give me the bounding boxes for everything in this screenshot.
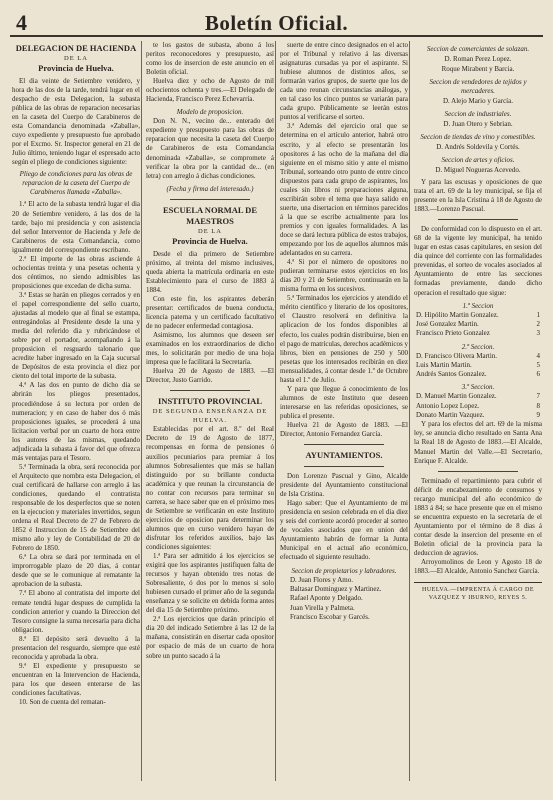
paragraph: 8.ª El depósito será devuelto á la presentacion del resguardo, siempre que esté reconocida y aprobada la obra. — [12, 634, 140, 661]
paragraph: Hago saber: Que el Ayuntamiento de mi presidencia en sesion celebrada en el dia diez y seis del corriente acordó proceder al sorteo de vocales asociados que en union del Ayuntamiento habrán de formar la Junta Municipal en el actual año económico, efectuado el siguiente resultado. — [280, 499, 408, 562]
table-cell: D. Francisco Olivera Martin. — [416, 351, 498, 360]
section-label: 1.ª Seccion — [462, 301, 494, 310]
table-cell: 8 — [536, 401, 540, 410]
paragraph: 5.ª Terminada la obra, será reconocida por el Arquitecto que nombra esta Delegacion, el cual certificará de hallarse con arreglo á las condiciones, quedando el contratista responsable de los desperfectos que se noten en la ejecucion y materiales invertidos, segun ordena el Real Decreto de 27 de Febrero de 1852 é Instruccion de 15 de Setiembre del mismo año y ley de Contabilidad de 20 de Febrero de 1850. — [12, 462, 140, 553]
table-row — [414, 411, 542, 420]
table-row — [414, 361, 542, 370]
column-divider — [409, 41, 410, 781]
name-entry: D. Miguel Nogueras Acevedo. — [435, 166, 521, 174]
paragraph: 9.ª El expediente y presupuesto se encuentran en la Intervencion de Hacienda, para los que deseen enterarse de las condiciones facultativas. — [12, 661, 140, 697]
paragraph: Don Lorenzo Pascual y Gino, Alcalde presidente del Ayuntamiento constitucional de Isla Cristina. — [280, 472, 408, 499]
paragraph: 1.ª El acto de la subasta tendrá lugar el dia 20 de Setiembre venidero, á las dos de la tarde, bajo mi presidencia y con asistencia del señor Interventor de Hacienda y Jefe de Carabineros de esta Comandancia, como igualmente del correspondiente escribano. — [12, 200, 140, 254]
header-rule — [10, 35, 543, 37]
section-province: Provincia de Huelva. — [38, 63, 114, 73]
table-cell: Donato Martin Vazquez. — [416, 411, 485, 420]
paragraph: suerte de entre cinco designados en el acto por el Tribunal y relativo á las diversas asignaturas cursadas ya por el aspirante. Si hubiese alumnos de distintos años, se formarán varios grupos, de suerte que los de cada uno reunan circunstancias análogas, y en tal caso los cinco puntos se variarán para cada grupo. Públicamente se leerán estos puntos al verificarse el sorteo. — [280, 41, 408, 122]
section-subheading: DE LA — [64, 55, 88, 62]
section-province: Provincia de Huelva. — [172, 235, 248, 246]
table-row — [414, 329, 542, 338]
section-heading: INSTITUTO PROVINCIAL — [158, 396, 262, 407]
column-divider — [275, 41, 276, 781]
italic-text: Pliego de condiciones para las obras de reparacion de la caseta del Cuerpo de Carabineros llamada «Zaballa». — [19, 170, 133, 197]
table-row — [414, 370, 542, 379]
signature-note: (Fecha y firma del interesado.) — [166, 184, 254, 193]
paragraph: Huelva 21 de Agosto de 1883. —El Director, Antonio Fernandez García. — [280, 420, 408, 439]
paragraph: 5.ª Terminados los ejercicios y atendido el mérito científico y literario de los opositores, el Claustro resolverá en definitiva la aplicacion de los fondos disponibles al efecto, los cuales podrán distribuirse, bien en el pago de matrículas, derechos académicos y libros, bien en pensiones de 250 y 500 pesetas que los interesados recibirán en diez mensualidades, á contar desde 1.º de Octubre hasta el 1.º de Julio. — [280, 294, 408, 384]
paragraph: Arroyomolinos de Leon y Agosto 18 de 1883.—El Alcalde, Antonio Sanchez García. — [414, 558, 542, 576]
paragraph: Huelva 20 de Agosto de 1883. —El Director, Justo Garrido. — [146, 367, 274, 385]
name-entry: Francisco Escobar y Garcés. — [290, 613, 370, 622]
divider — [170, 199, 250, 200]
paragraph: Terminado el repartimiento para cubrir el déficit de encabezamiento de consumos y recargo municipal del año económico de 1883 á 84; se hace presente que en el mismo se encuentra expuesto en la secretaría de el Ayuntamiento por el término de 8 dias á contar desde la insercion del presente en el Boletin oficial de la provincia para la deduccion de agravios. — [414, 476, 542, 557]
paragraph: 1.ª Para ser admitido á los ejercicios se exigirá que los aspirantes justifiquen falta de recursos y hayan obtenido tres notas de Sobresaliente, ó dos por lo menos si solo hubiesen cursado el primer año de la segunda enseñanza y se solicite en debida forma antes del dia 15 de Setiembre próximo. — [146, 552, 274, 615]
table-row — [414, 352, 542, 361]
paragraph: Don N. N., vecino de... enterado del expediente y presupuesto para las obras de reparacion que necesita la caseta del Cuerpo de Carabineros de esta Comandancia denominada «Zaballa», se compromete á verificar la obra por la cantidad de... (en letra) con arreglo á dichas condiciones. — [146, 117, 274, 180]
paragraph: 2.ª Los ejercicios que darán principio el dia 20 del indicado Setiembre á las 12 de la mañana, consistirán en disertar cada opositor por espacio de más de un cuarto de hora sobre un punto sacado á la — [146, 615, 274, 660]
section-label: Seccion de comerciantes de solazan. — [426, 45, 530, 53]
table-cell: 6 — [536, 370, 540, 379]
section-subheading: DE LA — [198, 227, 222, 235]
paragraph: Desde el dia primero de Setiembre próximo, al treinta del mismo inclusives, queda abierta la matrícula ordinaria en este Establecimiento para el curso de 1883 á 1884. — [146, 249, 274, 294]
table-cell: Luis Martin Martin. — [416, 360, 472, 369]
name-entry: D. Juan Otero y Sebrian. — [443, 120, 513, 128]
paragraph: Huelva diez y ocho de Agosto de mil ochocientos ochenta y tres.—El Delegado de Hacienda, Francisco Perez Echevarría. — [146, 77, 274, 104]
table-cell: 5 — [536, 360, 540, 369]
section-label: 2.ª Seccion. — [461, 342, 495, 351]
section-label: Seccion de vendedores de tejidos y mercaderes. — [429, 78, 527, 95]
column-2 — [146, 41, 274, 785]
section-heading: AYUNTAMIENTOS. — [305, 450, 383, 461]
paragraph: Asimismo, los alumnos que deseen ser examinados en los extraordinarios de dicho mes, lo solicitarán por medio de una hoja impresa que le facilitará la Secretaría. — [146, 331, 274, 367]
name-entry: D. Juan Flores y Amo. — [290, 575, 353, 584]
divider — [304, 466, 384, 467]
name-entry: D. Andrés Soldevila y Cortés. — [436, 143, 520, 151]
section-label: Seccion de industriales. — [444, 110, 512, 118]
table-cell: D. Manuel Martin Gonzalez. — [416, 392, 497, 401]
divider — [170, 390, 250, 391]
paragraph: 3.ª Además del ejercicio oral que se determina en el artículo anterior, habrá otro escrito, y al efecto se presentarán los opositores á las ocho de la mañana del día siguiente en el mismo sitio y ante el mismo Tribunal, sorteando otro punto de entre cinco dispuestos para cada grupo de aspirantes, los cuales sin libros ni preparaciones alguna, escribirán sobre el tema que haya salido en suerte, una disertacion en términos parecidos á la que se escribe actualmente para los premios y con iguales formalidades. A las doce se dará lectura pública de estos trabajos, empezando por los de aquellos alumnos más adelantados en su carrera. — [280, 122, 408, 258]
table-cell: Andrés Santos Gonzalez. — [416, 370, 487, 379]
paragraph: te los gastos de subasta, abono á los peritos reconocedores y presupuesto, así como los de insercion de este anuncio en el Boletin oficial. — [146, 41, 274, 77]
paragraph: Y para que llegue á conocimiento de los alumnos de este Instituto que deseen interesarse en las referidas oposiciones, se publica el presente. — [280, 384, 408, 420]
divider — [438, 219, 518, 220]
paragraph: Establecidas por el art. 8.º del Real Decreto de 19 de Agosto de 1877, recompensas en forma de pensiones ó auxilios pecuniarios para premiar á los alumnos Sobresalientes que más se hallan distinguido por su brillante conducta académica y que reunan la circunstancia de no contar con recursos para terminar su carrera, se hace saber que en el próximo mes de Setiembre se verificarán en este Instituto ejercicios de oposicion para determinar los alumnos que en curso venidero hayan de disfrutar los referidos auxilios, bajo las condiciones siguientes: — [146, 425, 274, 551]
results-table — [414, 352, 542, 380]
printer-footer: HUELVA.—IMPRENTA Á CARGO DE VAZQUEZ Y IBURNO, REYES 5. — [414, 582, 542, 602]
section-label: 3.ª Seccion. — [461, 383, 495, 392]
name-entry: Rafael Aponte y Delgado. — [290, 594, 363, 603]
table-cell: 2 — [536, 319, 540, 328]
table-cell: 7 — [536, 392, 540, 401]
name-entry: D. Roman Perez Lopez. — [444, 55, 512, 63]
table-cell: Antonio Lopez Lopez. — [416, 401, 480, 410]
table-cell: José Gonzalez Martin. — [416, 319, 479, 328]
paragraph: De conformidad con lo dispuesto en el art. 68 de la vigente ley municipal, ha tenido lugar en estas casas capitulares, en sesion del dia quince del corriente con las formalidades prevenidas, el sorteo de vocales asociados al Ayuntamiento de entre las secciones formadas previamente, dando dicho operacion el resultado que sigue: — [414, 225, 542, 297]
name-entry: Roque Mirabent y Barcia. — [441, 65, 515, 73]
paragraph: Y para las escusas y oposiciones de que trata el art. 69 de la ley municipal, se fija el presente en la Isla Cristina á 18 de Agosto de 1883.—Lorenzo Pascual. — [414, 178, 542, 214]
paragraph: 4.ª A las dos en punto de dicho dia se abrirán los pliegos presentados, procediéndose á su lectura por orden de numeracion; y en caso de haber dos ó más proposiciones iguales, se procederá á una licitacion verbal por un cuarto de hora entre los autores de las mismas, quedando adjudicada la subasta á favor del que ofrezca más ventajas para el Tesoro. — [12, 381, 140, 462]
results-table — [414, 311, 542, 339]
table-row — [414, 402, 542, 411]
table-cell: Francisco Prieto Gonzalez — [416, 329, 490, 338]
page-header — [10, 6, 543, 34]
name-entry: Baltasar Dominguez y Martinez. — [290, 584, 382, 593]
page-title: Boletín Oficial. — [204, 11, 349, 35]
table-row — [414, 311, 542, 320]
section-heading: DELEGACION DE HACIENDA — [15, 43, 137, 53]
page-number: 4 — [16, 10, 27, 35]
table-row — [414, 320, 542, 329]
divider — [304, 444, 384, 445]
model-heading: Modelo de proposicion. — [176, 108, 244, 117]
paragraph: 3.ª Estas se harán en pliegos cerrados y en el papel correspondiente del sello cuarto, ajustadas al modelo que al final se estampa, entregándolas al Presidente desde la una y media del referido dia y rubricándose el sobre por el portador, acompañando á la proposicion el resguardo talonario que acredite haber ingresado en la Caja sucursal de Depósitos de esta provincia el diez por ciento del total importe de la subasta. — [12, 290, 140, 381]
section-label: Seccion de artes y oficios. — [441, 156, 515, 164]
column-divider — [141, 41, 142, 781]
section-label: Seccion de propietarios y labradores. — [291, 566, 397, 575]
name-entry: D. Alejo Mario y García. — [443, 97, 513, 105]
paragraph: 4.ª Si por el número de opositores no pudieran terminarse estos ejercicios en los dias 20 y 21 de Setiembre, continuarán en la misma forma en los sucesivos. — [280, 258, 408, 294]
table-cell: 1 — [536, 310, 540, 319]
italic-heading — [12, 170, 140, 197]
paragraph: 6.ª La obra se dará por terminada en el improrrogable plazo de 20 dias, á contar desde que se le comunique al rematante la aprobacion de la subasta. — [12, 553, 140, 589]
column-1 — [12, 41, 140, 785]
section-label: Seccion de tiendas de vino y comestibles. — [420, 133, 536, 141]
paragraph: 10. Son de cuenta del rematan- — [19, 698, 106, 707]
table-cell: 3 — [536, 329, 540, 338]
paragraph: Con este fin, los aspirantes deberán presentar: certificados de buena conducta, licencia paterna y un certificado facultativo de no padecer enfermedad contagiosa. — [146, 294, 274, 331]
table-row — [414, 392, 542, 401]
paragraph: El dia veinte de Setiembre venidero, y hora de las dos de la tarde, tendrá lugar en el despacho de esta Delegacion, la subasta pública de las obras de reparacion necesarias en la caseta del Cuerpo de Carabineros de esta Comandancia denominada «Zaballa», cuyo expediente y presupuesto fue aprobado por el Excmo. Sr. Inspector general en 21 de Julio último, teniendo lugar el espresado acto según el pliego de condiciones siguiente: — [12, 77, 140, 167]
paragraph: 2.ª El importe de las obras asciende á ochocientas treinta y una pesetas ochenta y dos céntimos, no siendo admisibles las proposiciones que excedan de dicha suma. — [12, 254, 140, 290]
section-heading: ESCUELA NORMAL DE MAESTROS — [163, 204, 257, 226]
column-4 — [414, 41, 542, 785]
column-3 — [280, 41, 408, 785]
paragraph: 7.ª El abono al contratista del importe del remate tendrá lugar despues de cumplida la condicion anterior y cuando la Direccion del Tesoro consigne la suma necesaria para dicha obligacion. — [12, 589, 140, 634]
table-cell: D. Hipólito Martin Gonzalez. — [416, 310, 499, 319]
divider — [438, 471, 518, 472]
table-cell: 4 — [536, 351, 540, 360]
table-cell: 9 — [536, 411, 540, 420]
section-subheading: DE SEGUNDA ENSEÑANZA DE HUELVA. — [152, 408, 268, 425]
results-table — [414, 392, 542, 420]
paragraph: Y para los efectos del art. 69 de la misma ley, se anuncia dicho resultado en Santa Ana la Real 18 de Agosto de 1883.—El Alcalde, Manuel Martin del Valle.—El Secretario, Enrique F. Alcalde. — [414, 420, 542, 465]
name-entry: Juan Virella y Palmeta. — [290, 603, 355, 612]
